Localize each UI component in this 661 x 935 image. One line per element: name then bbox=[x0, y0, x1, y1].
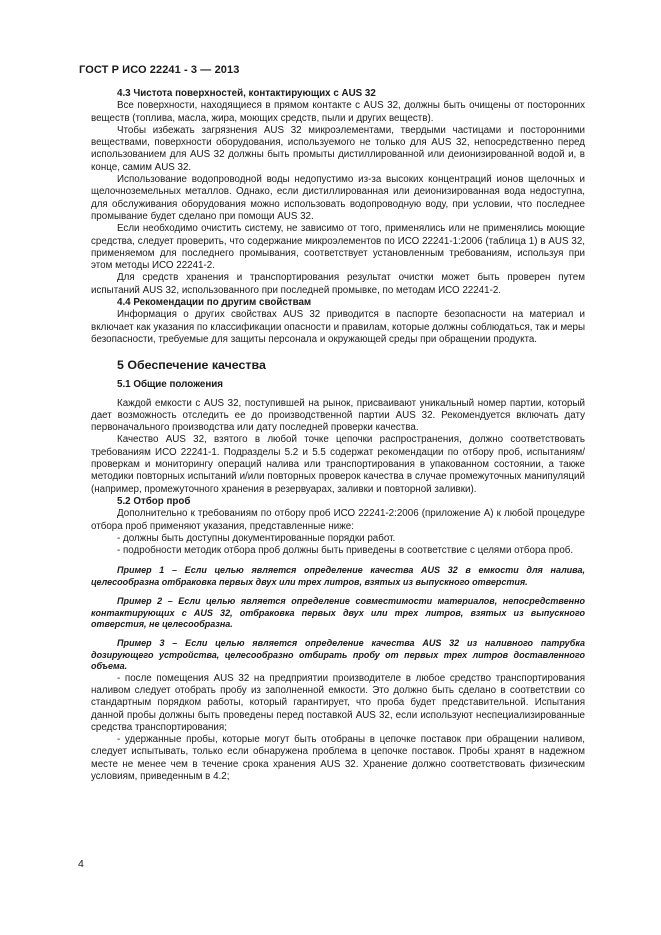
paragraph: Для средств хранения и транспортирования результат очистки может быть проверен путем испытаний AUS 32, использованного при последней промывке, по методам ИСО 22241-2. bbox=[91, 272, 585, 296]
paragraph: - подробности методик отбора проб должны быть приведены в соответствие с целями отбора проб. bbox=[117, 545, 574, 557]
section-4-4-heading: 4.4 Рекомендации по другим свойствам bbox=[117, 297, 312, 309]
section-4-3-heading: 4.3 Чистота поверхностей, контактирующих с AUS 32 bbox=[117, 88, 376, 99]
paragraph: - должны быть доступны документированные порядки работ. bbox=[117, 532, 396, 544]
section-5-2-heading: 5.2 Отбор проб bbox=[117, 495, 191, 507]
paragraph: - после помещения AUS 32 на предприятии производителе в любое средство транспортирования наливом следует отобрать пробу из заполненной емкости. Это должно быть сделано в соответствии со стандартным порядком работы, который гарантирует, что проба будет представительной. Испытания данной пробы должны быть проведены перед поставкой AUS 32, если используют неспециализированные средства транспортирования; bbox=[91, 672, 585, 733]
example-3: Пример 3 – Если целью является определение качества AUS 32 из наливного патрубка дозирующего устройства, целесообразно отбирать пробу от первых трех литров доставленного объема. bbox=[91, 638, 585, 672]
section-5-heading: 5 Обеспечение качества bbox=[117, 358, 266, 373]
paragraph: - удержанные пробы, которые могут быть отобраны в цепочке поставок при обращении наливом, следует испытывать, только если обнаружена проблема в цепочке поставок. Пробы хранят в надежном месте не менее чем в течение срока хранения AUS 32. Хранение должно соответствовать физическим условиям, приведенным в 4.2; bbox=[91, 734, 585, 783]
paragraph: Информация о других свойствах AUS 32 приводится в паспорте безопасности на материал и включает как указания по классификации опасности и правилам, которые должны соблюдаться, так и меры безопасности, требуемые для защиты персонала и окружающей среды при обращении продукта. bbox=[91, 309, 585, 345]
document-header: ГОСТ Р ИСО 22241 - 3 — 2013 bbox=[79, 64, 240, 76]
paragraph: Каждой емкости с AUS 32, поступившей на рынок, присваивают уникальный номер партии, который дает возможность отследить ее до производственной партии AUS 32. Рекомендуется включать дату первоначального производства или дату последней проверки качества. bbox=[91, 397, 585, 434]
paragraph: Если необходимо очистить систему, не зависимо от того, применялись или не применялись моющие средства, следует проверить, что содержание микроэлементов по ИСО 22241-1:2006 (таблица 1) в AUS 32, применяемом для последнего промывания, соответствует установленным требованиям, используя при этом методы ИСО 22241-2. bbox=[91, 223, 585, 272]
section-5-1-heading: 5.1 Общие положения bbox=[117, 379, 224, 391]
paragraph: Качество AUS 32, взятого в любой точке цепочки распространения, должно соответствовать требованиям ИСО 22241-1. Подразделы 5.2 и 5.5 содержат рекомендации по отбору проб, испытаниям/проверкам и мониторингу операций налива или транспортирования в упакованном состоянии, а также методики повторных испытаний и/или повторных проверок качества в случае промежуточных манипуляций (например, промежуточного хранения в резервуарах, заливки и повторной заливки). bbox=[91, 434, 585, 495]
example-1: Пример 1 – Если целью является определение качества AUS 32 в емкости для налива, целесообразна отбраковка первых двух или трех литров, взятых из выпускного отверстия. bbox=[91, 565, 585, 587]
paragraph: Использование водопроводной воды недопустимо из-за высоких концентраций ионов щелочных и щелочноземельных металлов. Однако, если дистиллированная или деионизированная вода недоступна, для обслуживания оборудования можно использовать водопроводную воду, при условии, что последнее промывание будет сделано при помощи AUS 32. bbox=[91, 174, 585, 222]
paragraph: Все поверхности, находящиеся в прямом контакте с AUS 32, должны быть очищены от посторонних веществ (топлива, масла, жира, моющих средств, пыли и других веществ). bbox=[91, 100, 585, 124]
paragraph: Чтобы избежать загрязнения AUS 32 микроэлементами, твердыми частицами и посторонними веществами, поверхности оборудования, используемого не только для AUS 32, непосредственно перед использованием для AUS 32 должны быть промыты дистиллированной или деионизированной водой и, в конце, самим AUS 32. bbox=[91, 124, 585, 173]
paragraph: Дополнительно к требованиям по отбору проб ИСО 22241-2:2006 (приложение А) к любой процедуре отбора проб применяют указания, представленные ниже: bbox=[91, 508, 585, 532]
document-body bbox=[91, 88, 585, 783]
example-2: Пример 2 – Если целью является определение совместимости материалов, непосредственно контактирующих с AUS 32, отбраковка первых двух или трех литров, взятых из выпускного отверстия, не целесообразна. bbox=[91, 596, 585, 630]
page-number: 4 bbox=[78, 858, 84, 870]
